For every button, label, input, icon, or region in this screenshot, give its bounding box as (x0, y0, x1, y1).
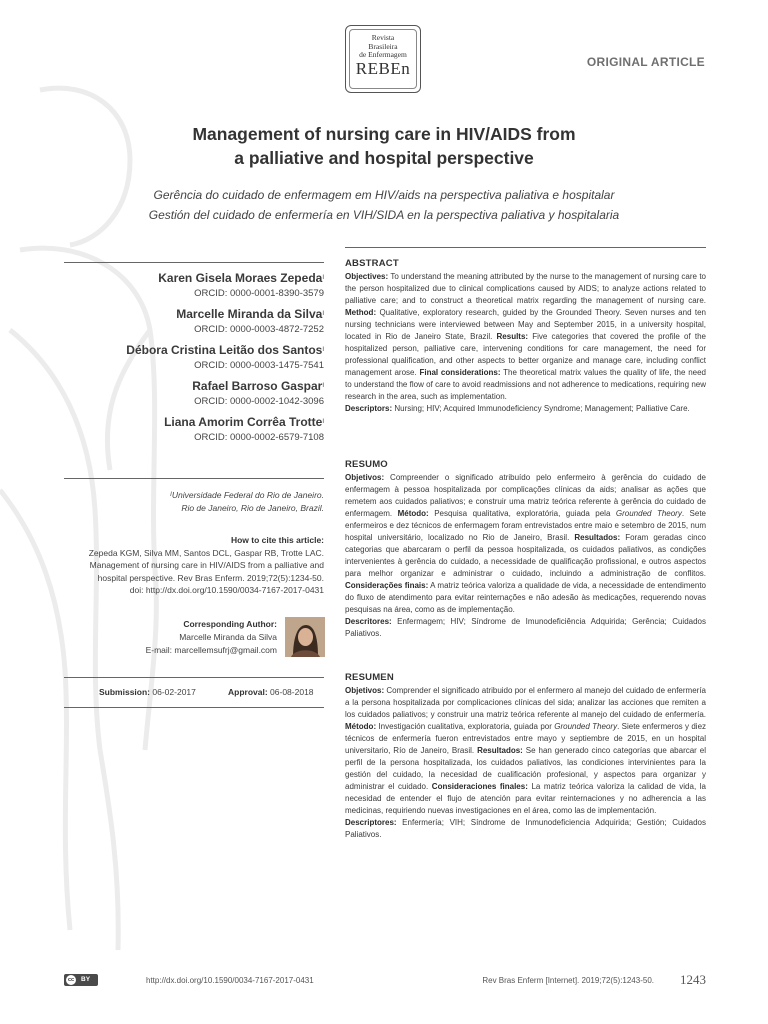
abstract-text: Objectives: To understand the meaning attributed by the nurse to the management of nursing care to the person hospitalized due to clinical complications caused by AIDS; to analyze actions related to palliative care; and to construct a theoretical matrix regarding the management of nursing care. Method: Qualitative, exploratory research, guided by the Grounded Theory. Seven nurses and ten nursing technicians were interviewed between May and September 2015, in a university hospital, located in Rio de Janeiro State, Brazil. Results: Five categories that covered the profile of the hospitalized person, palliative care, intervening conditions for care management, the need for professional qualification, and other aspects to better organize and manage care, including conflict management arose. Final considerations: The theoretical matrix values the quality of life, the need to understand the flow of care to avoid readmissions and not adherence to medications, requiring new research in the area, such as implementation. (345, 272, 706, 401)
corresponding-author-name: Marcelle Miranda da Silva (179, 632, 277, 642)
corresponding-author-email[interactable]: E-mail: marcellemsufrj@gmail.com (145, 645, 277, 655)
author-orcid[interactable]: ORCID: 0000-0003-1475-7541 (194, 360, 324, 371)
author-name: Liana Amorim Corrêa Trotte$^I$ (164, 415, 324, 429)
left-divider-top (64, 262, 324, 263)
logo-line-revista: Revista (371, 33, 395, 42)
abstract-english (345, 258, 706, 415)
title-line-1: Management of nursing care in HIV/AIDS from (192, 124, 576, 144)
author-name: Karen Gisela Moraes Zepeda$^I$ (158, 271, 324, 285)
left-divider-affiliation (64, 478, 324, 479)
resumen-text: Objetivos: Comprender el significado atribuido por el enfermero al manejo del cuidado de enfermería a la persona hospitalizada por complicaciones clínicas del sida; analizar las acciones que remiten a los cuidados paliativos; y construir una matriz teórica referente al manejo del cuidado de enfermería. Método: Investigación cualitativa, exploratoria, guiada por Grounded Theory. Siete enfermeros y diez técnicos de enfermería fueron entrevistados entre mayo y septiembre de 2015, en un hospital universitario, Río de Janeiro, Brasil. Resultados: Se han generado cinco categorías que abarcar el perfil de la persona hospitalizada, los cuidados paliativos, las condiciones intervinientes para la gestión del cuidado, la necesidad de cualificación profesional, y aspectos para organizar y administrar el cuidado. Consideraciones finales: La matriz teórica valoriza la calidad de vida, la necesidad de entender el flujo de atención para evitar reinternaciones y no adherencia a las medicinas, requiriendo nuevas investigaciones en el área, como las de implementación. (345, 686, 707, 815)
corresponding-author (64, 618, 277, 657)
author-entry (64, 342, 324, 373)
approval-date: Approval: 06-08-2018 (228, 687, 314, 697)
journal-logo-frame (349, 29, 417, 89)
article-type-label: ORIGINAL ARTICLE (586, 55, 705, 69)
resumo-heading: RESUMO (345, 459, 388, 470)
author-affiliation-mark: I (322, 275, 324, 281)
logo-line-brasileira: Brasileira (368, 41, 398, 51)
cc-by-label: BY (81, 976, 91, 983)
title-line-2: a palliative and hospital perspective (234, 148, 534, 168)
author-affiliation-mark: I (322, 383, 324, 389)
cite-line-2: Management of nursing care in HIV/AIDS from a palliative and (89, 560, 324, 570)
left-divider-dates-bottom (64, 707, 324, 708)
author-entry (64, 270, 324, 301)
corresponding-author-heading: Corresponding Author: (183, 619, 277, 629)
alternate-titles (100, 185, 668, 225)
author-orcid[interactable]: ORCID: 0000-0003-4872-7252 (194, 324, 324, 335)
abstract-spanish (345, 672, 706, 841)
logo-reben: REBEn (355, 58, 411, 78)
abstract-portuguese (345, 459, 706, 640)
how-to-cite-heading: How to cite this article: (230, 535, 324, 545)
author-entry (64, 414, 324, 445)
author-name: Débora Cristina Leitão dos Santos$^I$ (126, 343, 324, 357)
footer-doi-link[interactable]: http://dx.doi.org/10.1590/0034-7167-2017-0431 (146, 976, 314, 985)
how-to-cite (64, 534, 324, 597)
submission-date: Submission: 06-02-2017 (99, 687, 196, 697)
affiliation-line-2: Rio de Janeiro, Rio de Janeiro, Brazil. (181, 503, 324, 513)
affiliation-line-1: $^I$Universidade Federal do Rio de Janeiro. (170, 490, 324, 500)
author-name: Rafael Barroso Gaspar$^I$ (192, 379, 324, 393)
author-entry (64, 378, 324, 409)
abstract-heading: ABSTRACT (345, 258, 399, 269)
page-number: 1243 (680, 972, 706, 987)
title-portuguese: Gerência do cuidado de enfermagem em HIV/aids na perspectiva paliativa e hospitalar (153, 188, 615, 202)
cite-line-1: Zepeda KGM, Silva MM, Santos DCL, Gaspar RB, Trotte LAC. (88, 547, 324, 558)
submission-label: Submission: (99, 687, 151, 697)
author-orcid[interactable]: ORCID: 0000-0002-6579-7108 (194, 432, 324, 443)
author-affiliation-mark: I (322, 419, 324, 425)
title-spanish: Gestión del cuidado de enfermería en VIH/SIDA en la perspectiva paliativa y hospitalaria (148, 208, 620, 222)
journal-logo (345, 25, 421, 93)
resumo-descriptors: Descritores: Enfermagem; HIV; Síndrome de Imunodeficiência Adquirida; Gerência; Cuidados Paliativos. (345, 617, 706, 638)
author-photo (285, 617, 325, 657)
page-footer (64, 972, 706, 988)
resumo-text: Objetivos: Compreender o significado atribuído pelo enfermeiro à gerência do cuidado de enfermagem à pessoa hospitalizada por complicações clínicas da aids; analisar as ações que remetem aos cuidados paliativos; e construir uma matriz teórica referente à gerência do cuidado de enfermagem. Método: Pesquisa qualitativa, exploratória, guiada pela Grounded Theory. Sete enfermeiros e dez técnicos de enfermagem foram entrevistados entre maio e setembro de 2015, num hospital universitário, localizado no Rio de Janeiro, Brasil. Resultados: Foram geradas cinco categorias que abarcaram o perfil da pessoa hospitalizada, os cuidados paliativos, as condições intervenientes à gerência do cuidado, a necessidade de qualificação profissional, e outros aspectos para melhor organizar e administrar o cuidado, incluindo a administração de conflitos. Considerações finais: A matriz teórica valoriza a qualidade de vida, a necessidade de entendimento do fluxo de atendimento para evitar reinternações e não adesão às medicações, requerendo novas pesquisas na área, como as de implementação. (345, 473, 706, 614)
author-name: Marcelle Miranda da Silva$^I$ (176, 307, 324, 321)
author-affiliation-mark: I (322, 311, 324, 317)
author-affiliation-mark: I (322, 347, 324, 353)
author-orcid[interactable]: ORCID: 0000-0001-8390-3579 (194, 288, 324, 299)
cite-doi-link[interactable]: doi: http://dx.doi.org/10.1590/0034-7167-2017-0431 (129, 585, 324, 595)
abstract-divider-top (345, 247, 706, 248)
logo-line-enfermagem: de Enfermagem (359, 50, 407, 59)
author-photo-figure (285, 617, 325, 657)
author-orcid[interactable]: ORCID: 0000-0002-1042-3096 (194, 396, 324, 407)
resumen-descriptors: Descriptores: Enfermería; VIH; Síndrome de Inmunodeficiencia Adquirida; Gestión; Cuidados Paliativos. (345, 818, 706, 839)
author-list (64, 270, 324, 450)
author-entry (64, 306, 324, 337)
resumen-heading: RESUMEN (345, 672, 394, 683)
affiliation-mark: I (170, 492, 172, 498)
affiliation (64, 489, 324, 515)
cite-line-3: hospital perspective. Rev Bras Enferm. 2019;72(5):1234-50. (97, 572, 324, 583)
cc-icon: cc (67, 977, 75, 983)
cc-by-license-badge[interactable] (64, 974, 98, 986)
abstract-descriptors: Descriptors: Nursing; HIV; Acquired Immunodeficiency Syndrome; Management; Palliative Care. (345, 404, 690, 413)
left-divider-dates-top (64, 677, 324, 678)
footer-journal-citation: Rev Bras Enferm [Internet]. 2019;72(5):1243-50. (482, 976, 654, 985)
approval-label: Approval: (228, 687, 268, 697)
article-title (120, 122, 648, 170)
